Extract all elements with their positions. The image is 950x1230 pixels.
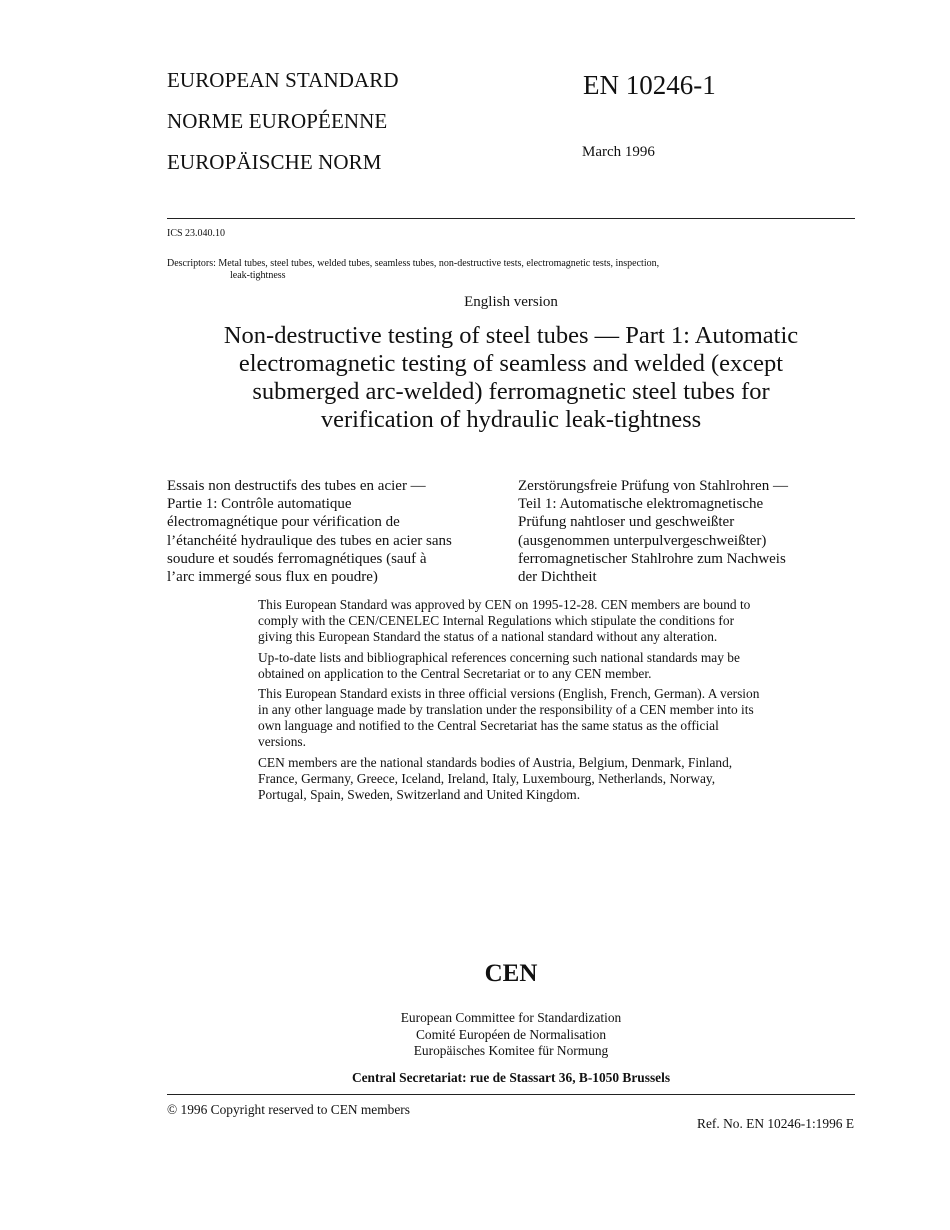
- official-versions-paragraph: This European Standard exists in three official versions (English, French, German). A version in any other language made by translation under the responsibility of a CEN member into its own language and notified to the Central Secretariat has the same status as the official versions.: [258, 686, 760, 749]
- descriptors-line-1: Descriptors: Metal tubes, steel tubes, welded tubes, seamless tubes, non-destructive tests, electromagnetic tests, inspection,: [167, 258, 660, 269]
- document-title: [120, 322, 902, 434]
- title-line: submerged arc-welded) ferromagnetic steel tubes for: [252, 378, 770, 405]
- committee-name-german: Europäisches Komitee für Normung: [413, 1043, 609, 1058]
- committee-name-english: European Committee for Standardization: [400, 1010, 622, 1025]
- french-title-line: Partie 1: Contrôle automatique: [167, 496, 352, 513]
- designation-english: EUROPEAN STANDARD: [167, 68, 399, 92]
- french-title-line: l’étanchéité hydraulique des tubes en acier sans: [167, 532, 452, 549]
- cen-members-paragraph: CEN members are the national standards bodies of Austria, Belgium, Denmark, Finland, France, Germany, Greece, Iceland, Ireland, Italy, Luxembourg, Netherlands, Norway, Portugal, Spain, Sweden, Switzerland and United Kingdom.: [258, 754, 733, 802]
- german-title-line: Prüfung nahtloser und geschweißter: [518, 514, 735, 531]
- descriptors-line-2: leak-tightness: [230, 270, 286, 281]
- designation-german: EUROPÄISCHE NORM: [167, 150, 382, 174]
- english-version-label: English version: [464, 294, 558, 310]
- german-title: [518, 477, 858, 586]
- descriptors: [167, 258, 857, 282]
- ics-code: ICS 23.040.10: [167, 228, 226, 239]
- german-title-line: (ausgenommen unterpulvergeschweißter): [518, 532, 767, 549]
- publication-date: March 1996: [582, 144, 655, 160]
- reference-number: Ref. No. EN 10246-1:1996 E: [697, 1116, 854, 1131]
- central-secretariat-address: Central Secretariat: rue de Stassart 36, B-1050 Brussels: [351, 1070, 671, 1085]
- approval-paragraph: This European Standard was approved by CEN on 1995-12-28. CEN members are bound to comply with the CEN/CENELEC Internal Regulations which stipulate the conditions for giving this European Standard the status of a national standard without any alteration.: [258, 597, 751, 644]
- french-title-line: Essais non destructifs des tubes en acier —: [167, 478, 426, 494]
- standard-designation: [167, 70, 567, 193]
- french-title-line: l’arc immergé sous flux en poudre): [167, 569, 378, 586]
- french-title-line: soudure et soudés ferromagnétiques (sauf à: [167, 550, 427, 567]
- cen-committee-names: [167, 1010, 855, 1060]
- footer-divider: [167, 1094, 855, 1095]
- german-title-line: der Dichtheit: [518, 569, 597, 586]
- availability-paragraph: Up-to-date lists and bibliographical references concerning such national standards may be obtained on application to the Central Secretariat or to any CEN member.: [258, 649, 740, 681]
- header-divider: [167, 218, 855, 219]
- title-line: electromagnetic testing of seamless and welded (except: [238, 350, 784, 377]
- committee-name-french: Comité Européen de Normalisation: [415, 1026, 607, 1042]
- german-title-line: ferromagnetischer Stahlrohre zum Nachweis: [518, 550, 786, 567]
- german-title-line: Teil 1: Automatische elektromagnetische: [518, 496, 764, 513]
- standard-number: EN 10246-1: [583, 70, 716, 100]
- designation-french: NORME EUROPÉENNE: [167, 109, 388, 133]
- french-title: [167, 477, 512, 586]
- cen-acronym: CEN: [484, 960, 538, 987]
- title-line: Non-destructive testing of steel tubes — Part 1: Automatic: [223, 322, 799, 349]
- title-line: verification of hydraulic leak-tightness: [320, 406, 702, 433]
- french-title-line: électromagnétique pour vérification de: [167, 514, 400, 531]
- copyright-notice: © 1996 Copyright reserved to CEN members: [167, 1102, 410, 1117]
- approval-statement: [258, 597, 763, 807]
- german-title-line: Zerstörungsfreie Prüfung von Stahlrohren —: [518, 478, 788, 494]
